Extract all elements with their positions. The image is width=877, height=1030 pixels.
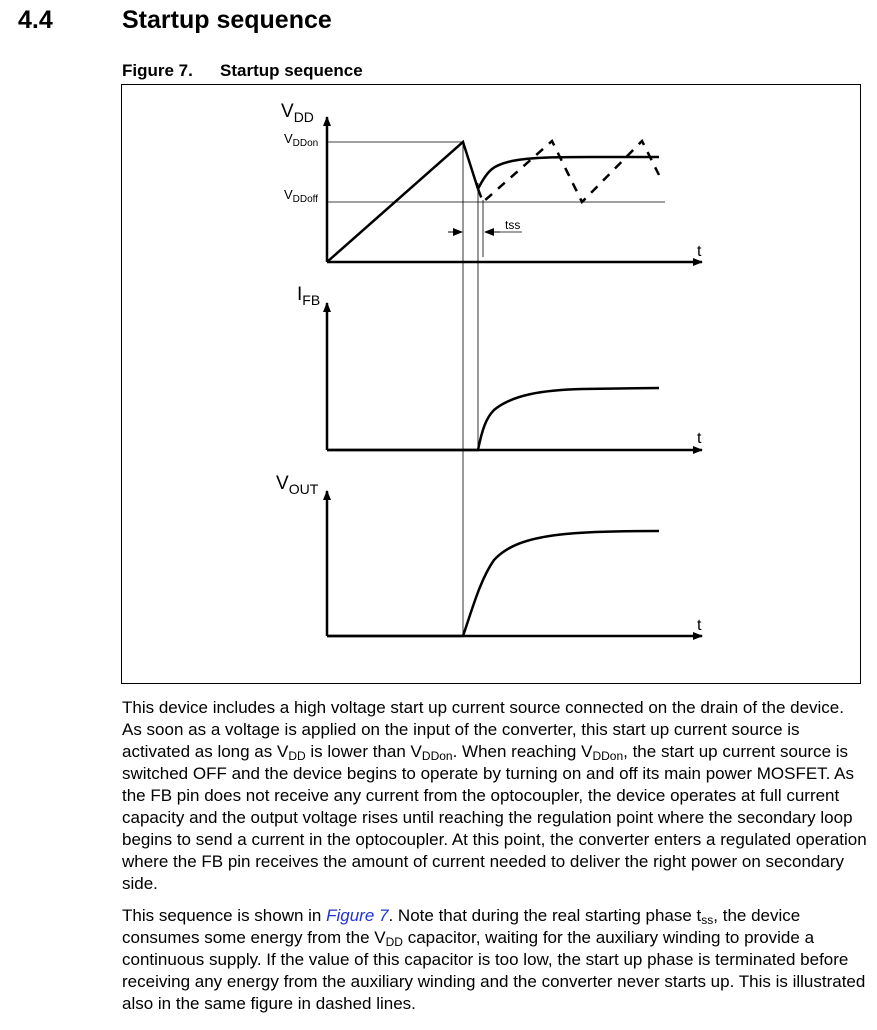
figure-caption [122,61,363,81]
vdd-dashed-curve [478,141,659,202]
vdd-axis-label: $V_{DD}$ [281,101,314,125]
vdd-t-label: t [697,243,702,260]
section-title: Startup sequence [122,6,332,34]
vddoff-label: $V_{DDoff}$ [284,187,319,205]
diagram-canvas [122,85,862,685]
figure-number: Figure 7. [122,61,193,80]
section-number: 4.4 [18,6,53,34]
vout-axis-label: $V_{OUT}$ [276,473,319,497]
ifb-t-label: t [697,430,702,447]
vout-curve [327,531,659,636]
description-paragraph-1: This device includes a high voltage start up current source connected on the drain of the device. As soon as a voltage is applied on the input of the converter, this start up current source is activated as long as $V_{DD}$ is lower than $V_{DDon}$. When reaching $V_{DDon}$, the start up current source is switched OFF and the device begins to operate by turning on and off its main power MOSFET. As the FB pin does not receive any current from the optocoupler, the device operates at full current capacity and the output voltage rises until reaching the regulation point where the secondary loop begins to send a current in the optocoupler. At this point, the converter enters a regulated operation where the FB pin receives the amount of current needed to deliver the right power on secondary side. [122,698,867,893]
startup-sequence-diagram [121,84,861,684]
figure-7-link[interactable]: Figure 7 [326,906,389,925]
vddon-label: $V_{DDon}$ [284,131,319,149]
ifb-curve [327,388,659,450]
tss-label: tss [505,218,521,232]
description-paragraph-2: This sequence is shown in Figure 7. Note that during the real starting phase $t_{ss}$, the device consumes some energy from the $V_{DD}$ capacitor, waiting for the auxiliary winding to provide a continuous supply. If the value of this capacitor is too low, the start up phase is terminated before receiving any energy from the auxiliary winding and the converter never starts up. This is illustrated also in the same figure in dashed lines. [122,906,866,1013]
ifb-axis-label: $I_{FB}$ [297,284,321,308]
figure-title: Startup sequence [220,61,363,80]
vout-t-label: t [697,617,702,634]
